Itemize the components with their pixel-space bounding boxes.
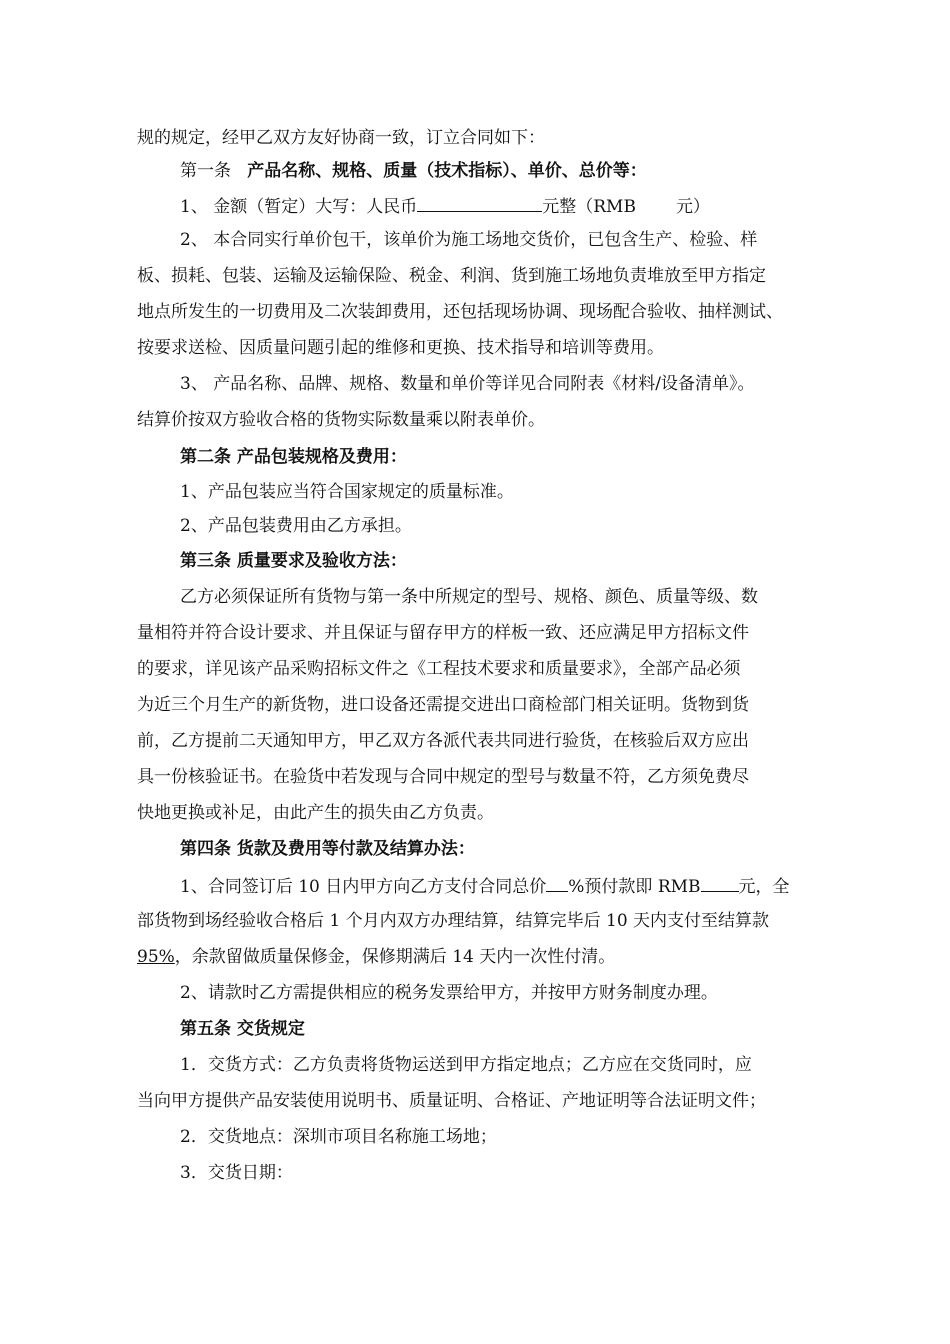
amount-blank [417,194,542,212]
amount-rmb-label: 元整（RMB [542,197,636,217]
article-3-heading: 第三条 质量要求及验收方法： [180,551,407,571]
prepay-text: 1、合同签订后 10 日内甲方向乙方支付合同总价 [180,877,547,897]
article-1-title: 产品名称、规格、质量（技术指标）、单价、总价等： [247,161,647,181]
article-1-item-3-line: 3、 产品名称、品牌、规格、数量和单价等详见合同附表《材料/设备清单》。 [180,374,755,394]
prepay-amount-blank [701,874,739,892]
article-3-line: 的要求，详见该产品采购招标文件之《工程技术要求和质量要求》，全部产品必须 [137,659,741,679]
article-4-item-1-line [180,874,790,896]
article-3-line: 为近三个月生产的新货物，进口设备还需提交进出口商检部门相关证明。货物到货 [137,695,749,715]
prepay-percent-blank [546,874,568,892]
article-5-item-3: 3．交货日期： [180,1163,293,1183]
article-1-item-2-line: 板、损耗、包装、运输及运输保险、税金、利润、货到施工场地负责堆放至甲方指定 [137,266,766,286]
settlement-percent: 95% [137,947,175,967]
retention-text: ，余款留做质量保修金，保修期满后 14 天内一次性付清。 [174,947,616,967]
article-3-line: 乙方必须保证所有货物与第一条中所规定的型号、规格、颜色、质量等级、数 [180,587,758,607]
article-1-item-2-line: 按要求送检、因质量问题引起的维修和更换、技术指导和培训等费用。 [137,338,664,358]
article-2-item: 1、产品包装应当符合国家规定的质量标准。 [180,482,514,502]
article-5-heading: 第五条 交货规定 [180,1019,305,1039]
article-2-item: 2、产品包装费用由乙方承担。 [180,516,412,536]
article-3-line: 具一份核验证书。在验货中若发现与合同中规定的型号与数量不符，乙方须免费尽 [137,767,749,787]
amount-end: 元） [675,197,710,217]
article-4-item-1-line [137,946,615,968]
prepay-rmb-text: %预付款即 RMB [568,877,701,897]
intro-line: 规的规定，经甲乙双方友好协商一致，订立合同如下： [137,128,545,148]
article-3-line: 快地更换或补足，由此产生的损失由乙方负责。 [137,803,494,823]
article-5-item-2: 2．交货地点：深圳市项目名称施工场地； [180,1127,497,1147]
prepay-end: 元，全 [738,877,790,897]
article-1-number: 第一条 [180,161,231,181]
article-1-item-2-line: 地点所发生的一切费用及二次装卸费用，还包括现场协调、现场配合验收、抽样测试、 [137,302,783,322]
article-3-line: 前，乙方提前二天通知甲方，甲乙双方各派代表共同进行验货，在核验后双方应出 [137,731,749,751]
article-4-item-2: 2、请款时乙方需提供相应的税务发票给甲方，并按甲方财务制度办理。 [180,983,718,1003]
article-1-item-1 [180,194,710,216]
article-5-item-1-line: 1．交货方式：乙方负责将货物运送到甲方指定地点；乙方应在交货同时，应 [180,1055,752,1075]
amount-label: 1、 金额（暂定）大写：人民币 [180,197,418,217]
article-1-item-3-line: 结算价按双方验收合格的货物实际数量乘以附表单价。 [137,410,545,430]
article-4-heading: 第四条 货款及费用等付款及结算办法： [180,839,475,859]
article-3-line: 量相符并符合设计要求、并且保证与留存甲方的样板一致、还应满足甲方招标文件 [137,623,749,643]
article-1-item-2-line: 2、 本合同实行单价包干，该单价为施工场地交货价，已包含生产、检验、样 [180,230,758,250]
article-2-heading: 第二条 产品包装规格及费用： [180,447,407,467]
article-1-heading [180,160,647,182]
article-5-item-1-line: 当向甲方提供产品安装使用说明书、质量证明、合格证、产地证明等合法证明文件； [137,1091,766,1111]
article-4-item-1-line: 部货物到场经验收合格后 1 个月内双方办理结算，结算完毕后 10 天内支付至结算款 [137,911,770,931]
